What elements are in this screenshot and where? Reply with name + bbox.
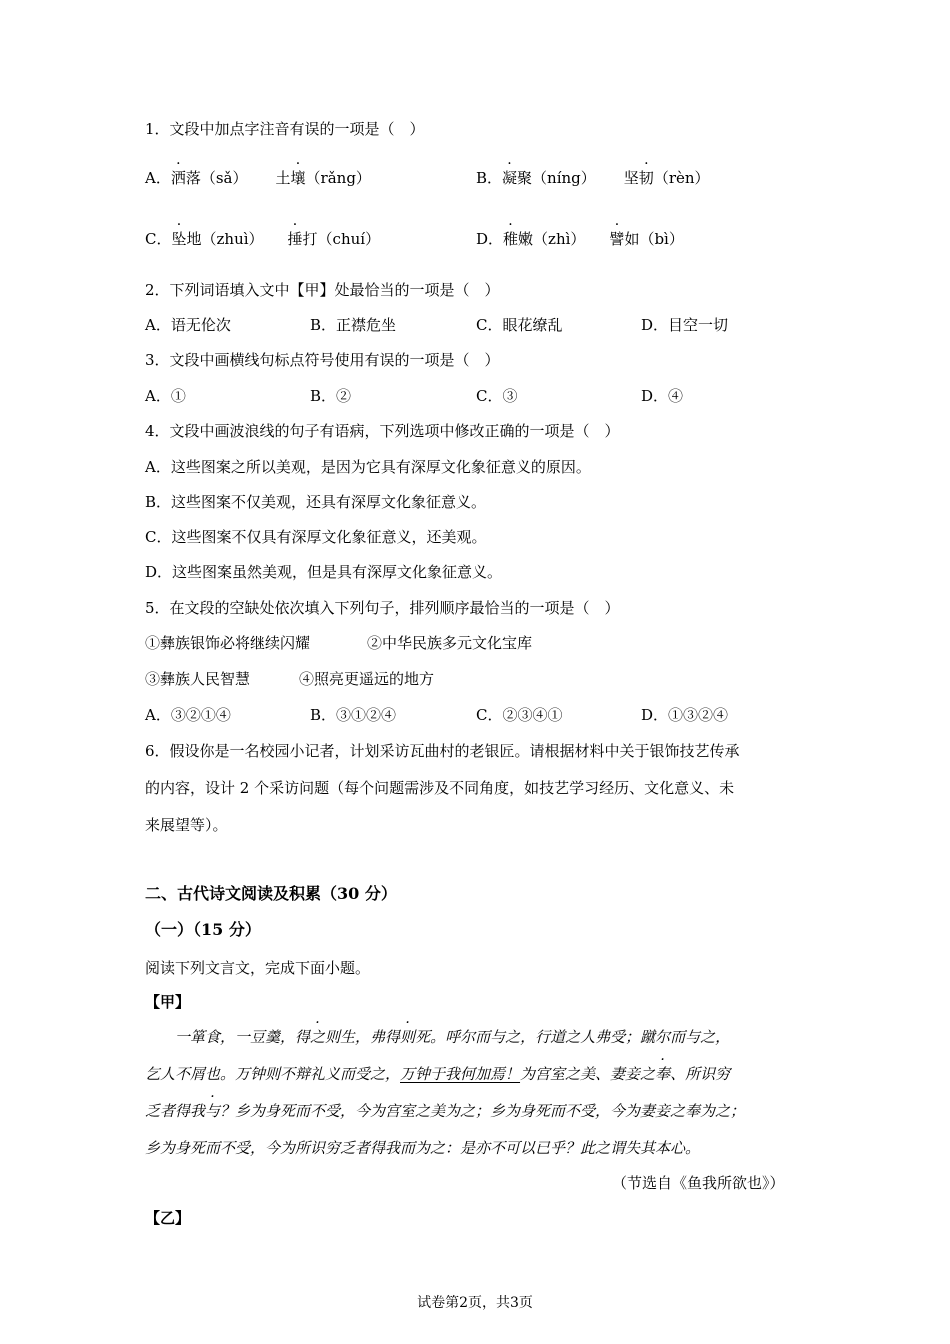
question-3-stem: 3．文段中画横线句标点符号使用有误的一项是（ ） xyxy=(145,351,500,369)
question-6-line-3: 来展望等）。 xyxy=(145,816,228,834)
section-2-subtitle: （一）（15 分） xyxy=(145,920,261,939)
question-1-stem: 1．文段中加点字注音有误的一项是（ ） xyxy=(145,120,425,138)
label-jia: 【甲】 xyxy=(145,993,191,1011)
question-5-sentence-1: ①彝族银饰必将继续闪耀 xyxy=(145,634,311,652)
question-3-option-a: A．① xyxy=(145,387,186,405)
question-5-sentence-2: ②中华民族多元文化宝库 xyxy=(367,634,533,652)
question-4-option-b: B．这些图案不仅美观，还具有深厚文化象征意义。 xyxy=(145,493,487,511)
page-footer: 试卷第2页，共3页 xyxy=(417,1295,533,1311)
question-5-stem: 5．在文段的空缺处依次填入下列句子，排列顺序最恰当的一项是（ ） xyxy=(145,599,620,617)
question-5-option-c: C．②③④① xyxy=(476,706,563,724)
question-2-option-b: B．正襟危坐 xyxy=(310,316,397,334)
question-3-option-b: B．② xyxy=(310,387,352,405)
question-1-option-c: C．坠地（zhuì） 捶打（chuí） xyxy=(145,230,381,248)
question-3-option-c: C．③ xyxy=(476,387,518,405)
question-4-stem: 4．文段中画波浪线的句子有语病，下列选项中修改正确的一项是（ ） xyxy=(145,422,620,440)
question-6-line-1: 6．假设你是一名校园小记者，计划采访瓦曲村的老银匠。请根据材料中关于银饰技艺传承 xyxy=(145,742,740,760)
section-2-intro: 阅读下列文言文，完成下面小题。 xyxy=(145,959,371,977)
question-4-option-d: D．这些图案虽然美观，但是具有深厚文化象征意义。 xyxy=(145,563,503,581)
question-2-option-c: C．眼花缭乱 xyxy=(476,316,563,334)
question-5-option-b: B．③①②④ xyxy=(310,706,397,724)
passage-source: （节选自《鱼我所欲也》） xyxy=(612,1174,785,1192)
question-5-option-d: D．①③②④ xyxy=(641,706,729,724)
passage-line-4: 乡为身死而不受，今为所识穷乏者得我而为之：是亦不可以已乎？此之谓失其本心。 xyxy=(145,1139,701,1157)
question-2-option-d: D．目空一切 xyxy=(641,316,729,334)
question-5-option-a: A．③②①④ xyxy=(145,706,231,724)
question-4-option-c: C．这些图案不仅具有深厚文化象征意义，还美观。 xyxy=(145,528,487,546)
passage-line-1: 一箪食，一豆羹，得之则生，弗得则死。呼尔而与之，行道之人弗受；蹴尔而与之， xyxy=(175,1028,731,1046)
question-2-stem: 2．下列词语填入文中【甲】处最恰当的一项是（ ） xyxy=(145,281,500,299)
question-5-sentence-3: ③彝族人民智慧 xyxy=(145,670,251,688)
question-6-line-2: 的内容，设计 2 个采访问题（每个问题需涉及不同角度，如技艺学习经历、文化意义、未 xyxy=(145,779,735,797)
question-1-option-a: A．洒落（sǎ） 土壤（rǎng） xyxy=(145,169,371,187)
passage-line-2: 乞人不屑也。万钟则不辩礼义而受之，万钟于我何加焉！为宫室之美、妻妾之奉、所识穷 xyxy=(145,1065,731,1083)
question-5-sentence-4: ④照亮更遥远的地方 xyxy=(299,670,435,688)
question-2-option-a: A．语无伦次 xyxy=(145,316,231,334)
question-3-option-d: D．④ xyxy=(641,387,684,405)
label-yi: 【乙】 xyxy=(145,1209,191,1227)
section-2-title: 二、古代诗文阅读及积累（30 分） xyxy=(145,884,397,903)
underlined-sentence: 万钟于我何加焉！ xyxy=(400,1065,521,1083)
question-1-option-b: B．凝聚（níng） 坚韧（rèn） xyxy=(476,169,710,187)
question-4-option-a: A．这些图案之所以美观，是因为它具有深厚文化象征意义的原因。 xyxy=(145,458,591,476)
passage-line-3: 乏者得我与？乡为身死而不受，今为宫室之美为之；乡为身死而不受，今为妻妾之奉为之； xyxy=(145,1102,746,1120)
question-1-option-d: D．稚嫩（zhì） 譬如（bì） xyxy=(476,230,684,248)
